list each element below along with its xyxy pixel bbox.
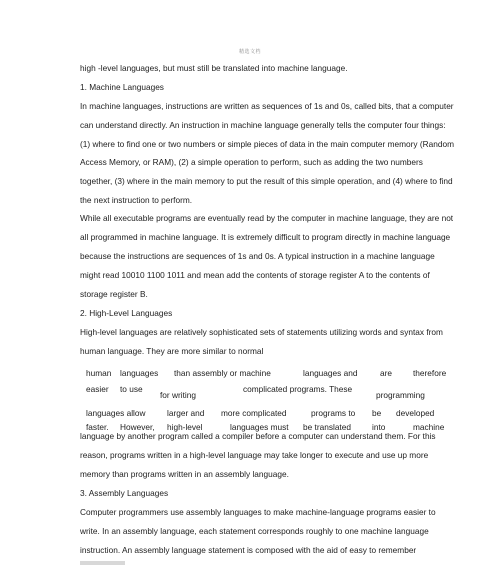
body-line: the next instruction to perform. [80, 195, 193, 205]
scattered-word: languages and [303, 368, 358, 378]
body-line: Computer programmers use assembly languages to make machine-language programs easier to [80, 507, 436, 517]
body-line: might read 10010 1100 1011 and mean add the contents of storage register A to the contents of [80, 270, 430, 280]
scattered-word: However, [120, 422, 155, 432]
scattered-word: programs to [311, 408, 356, 418]
scattered-word: machine [413, 422, 445, 432]
body-line: all programmed in machine language. It is extremely difficult to program directly in machine language [80, 232, 451, 242]
scattered-word: programming [376, 390, 425, 400]
body-line: (1) where to find one or two numbers or simple pieces of data in the main computer memory (Random [80, 139, 454, 149]
body-line: In machine languages, instructions are written as sequences of 1s and 0s, called bits, that a computer [80, 101, 454, 111]
scattered-word: languages allow [86, 408, 146, 418]
body-line: write. In an assembly language, each statement corresponds roughly to one machine language [80, 526, 429, 536]
scattered-word: be [372, 408, 382, 418]
scattered-word: be translated [303, 422, 351, 432]
scattered-word: faster. [86, 422, 109, 432]
body-line: high -level languages, but must still be translated into machine language. [80, 63, 348, 73]
clipped-text-line [80, 561, 125, 565]
body-line: language by another program called a compiler before a computer can understand them. For this [80, 431, 436, 441]
scattered-word: into [372, 422, 386, 432]
body-line: High-level languages are relatively sophisticated sets of statements utilizing words and syntax from [80, 327, 443, 337]
scattered-word: high-level [167, 422, 203, 432]
section-heading-high-level-languages: 2. High-Level Languages [80, 308, 173, 318]
body-line: storage register B. [80, 289, 148, 299]
body-line: memory than programs written in an assembly language. [80, 469, 289, 479]
body-line: can understand directly. An instruction in machine language generally tells the computer four things: [80, 120, 446, 130]
body-line: together, (3) where in the main memory to put the result of this simple operation, and (4) where to find [80, 176, 453, 186]
scattered-word: languages [120, 368, 159, 378]
scattered-word: languages must [230, 422, 289, 432]
scattered-word: larger and [167, 408, 205, 418]
body-line: While all executable programs are eventually read by the computer in machine language, they are not [80, 213, 454, 223]
scattered-word: complicated programs. These [243, 384, 353, 394]
scattered-word: more complicated [221, 408, 287, 418]
body-line: reason, programs written in a high-level language may take longer to execute and use up more [80, 450, 429, 460]
scattered-word: for writing [160, 390, 196, 400]
section-heading-assembly-languages: 3. Assembly Languages [80, 488, 169, 498]
scattered-word: easier [86, 384, 109, 394]
body-line: because the instructions are sequences of 1s and 0s. A typical instruction in a machine language [80, 251, 435, 261]
body-line: human language. They are more similar to normal [80, 346, 264, 356]
scattered-word: human [86, 368, 112, 378]
body-line: instruction. An assembly language statement is composed with the aid of easy to remember [80, 545, 417, 555]
scattered-word: to use [120, 384, 143, 394]
scattered-word: are [380, 368, 392, 378]
scattered-word: developed [396, 408, 435, 418]
scattered-word: therefore [413, 368, 447, 378]
page-header-mark: 精选文档 [238, 49, 261, 55]
scattered-word: than assembly or machine [174, 368, 271, 378]
section-heading-machine-languages: 1. Machine Languages [80, 82, 164, 92]
body-line: Access Memory, or RAM), (2) a simple operation to perform, such as adding the two numbers [80, 157, 423, 167]
